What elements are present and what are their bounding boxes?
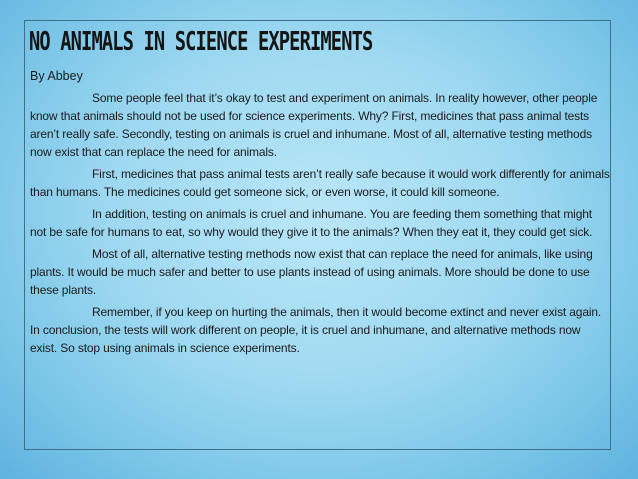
essay-body bbox=[30, 67, 610, 361]
page-title: NO ANIMALS IN SCIENCE EXPERIMENTS bbox=[29, 27, 373, 57]
paragraph-intro: Some people feel that it’s okay to test and experiment on animals. In reality however, other people know that animals should not be used for science experiments. Why? First, medicines that pass animal tests aren’t really safe. Secondly, testing on animals is cruel and inhumane. Most of all, alternative testing methods now exist that can replace the need for animals. bbox=[30, 91, 598, 159]
paragraph-alternatives: Most of all, alternative testing methods now exist that can replace the need for animals, like using plants. It would be much safer and better to use plants instead of using animals. More should be done to use these plants. bbox=[30, 247, 593, 297]
byline: By Abbey bbox=[30, 69, 83, 83]
paragraph-cruelty: In addition, testing on animals is cruel and inhumane. You are feeding them something that might not be safe for humans to eat, so why would they give it to the animals? When they eat it, they could get sick. bbox=[30, 207, 593, 239]
paragraph-medicines: First, medicines that pass animal tests aren’t really safe because it would work differently for animals than humans. The medicines could get someone sick, or even worse, it could kill someone. bbox=[30, 167, 610, 199]
paragraph-conclusion: Remember, if you keep on hurting the animals, then it would become extinct and never exist again. In conclusion, the tests will work different on people, it is cruel and inhumane, and alternative methods now exist. So stop using animals in science experiments. bbox=[30, 305, 602, 355]
